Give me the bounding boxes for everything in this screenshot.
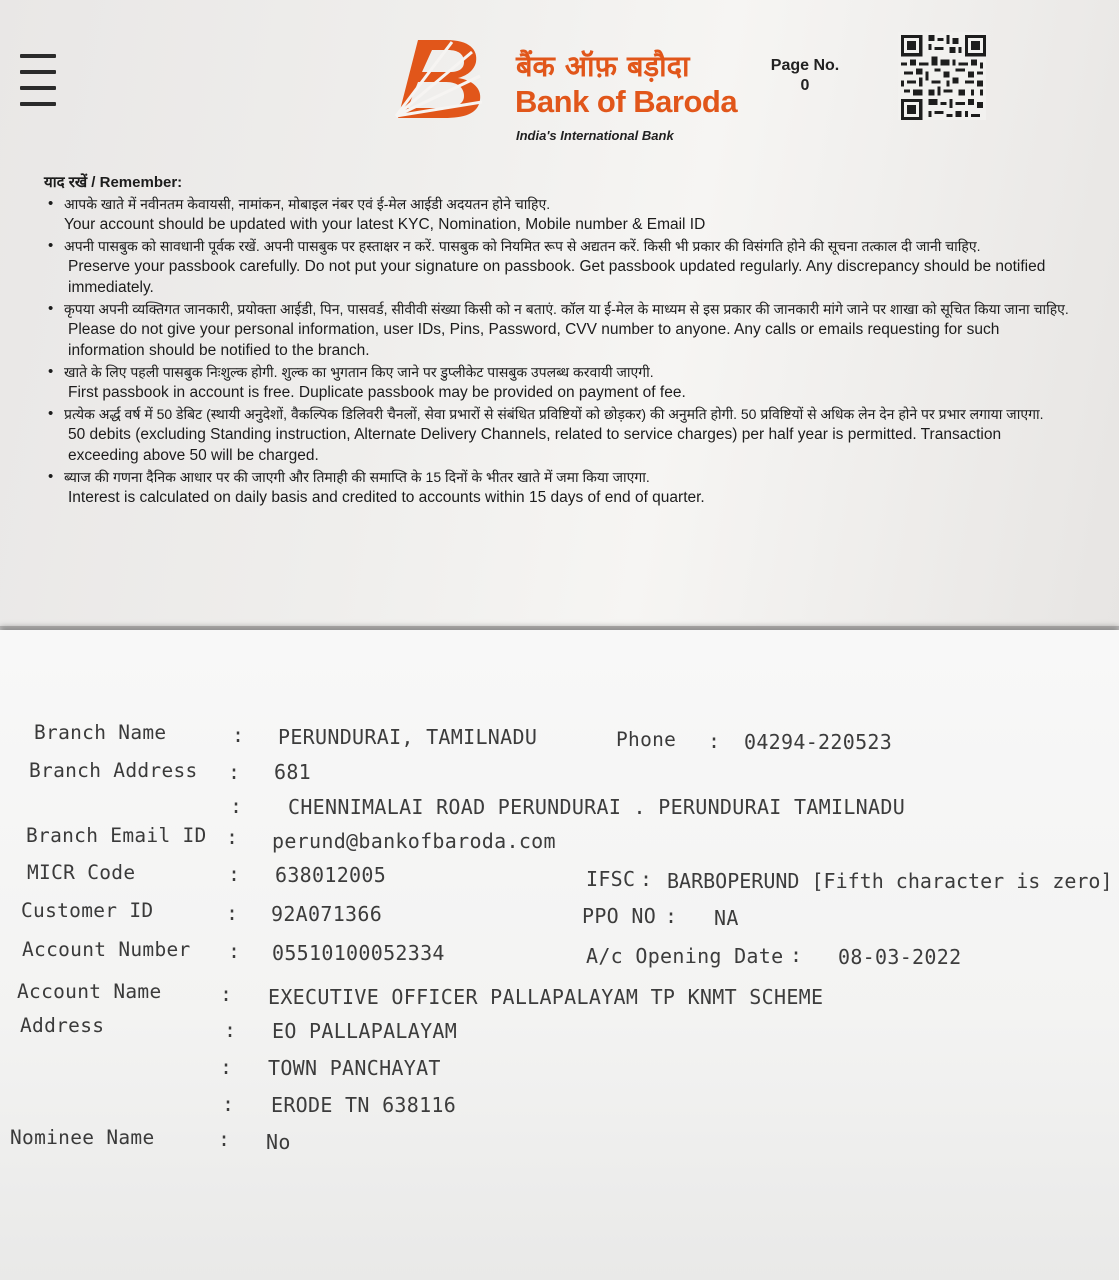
phone-label: Phone xyxy=(616,728,677,751)
branch-email-label: Branch Email ID xyxy=(26,824,207,847)
menu-icon[interactable] xyxy=(20,54,56,118)
ifsc-label: IFSC xyxy=(586,867,636,891)
colon: : xyxy=(228,760,241,784)
ppo-label: PPO NO xyxy=(582,904,657,928)
branch-address-label: Branch Address xyxy=(29,759,198,782)
remember-item: • ब्याज की गणना दैनिक आधार पर की जाएगी और तिमाही की समाप्ति के 15 दिनों के भीतर खाते में जमा किया जाएगा. Interest is calculated on daily basis and credited to accounts within 15 days of end of quarter. xyxy=(44,467,1074,508)
address-line1: EO PALLAPALAYAM xyxy=(272,1019,458,1043)
colon: : xyxy=(230,794,243,818)
colon: : xyxy=(790,943,803,967)
remember-item: • खाते के लिए पहली पासबुक निःशुल्क होगी. शुल्क का भुगतान किए जाने पर डुप्लीकेट पासबुक उपलब्ध करवायी जाएगी. First passbook in account is free. Duplicate passbook may be provided on payment of fee. xyxy=(44,362,1074,403)
branch-name-value: PERUNDURAI, TAMILNADU xyxy=(278,725,538,749)
colon: : xyxy=(228,939,241,963)
page-number-value: 0 xyxy=(800,77,810,94)
colon: : xyxy=(218,1127,231,1151)
colon: : xyxy=(220,982,233,1006)
address-label: Address xyxy=(20,1014,105,1037)
branch-name-label: Branch Name xyxy=(34,721,167,744)
colon: : xyxy=(222,1092,235,1116)
customer-id-value: 92A071366 xyxy=(271,902,383,926)
colon: : xyxy=(226,901,239,925)
remember-item-english: Your account should be updated with your latest KYC, Nomination, Mobile number & Email ID xyxy=(64,216,706,233)
phone-value: 04294-220523 xyxy=(744,730,893,754)
remember-item-hindi: अपनी पासबुक को सावधानी पूर्वक रखें. अपनी पासबुक पर हस्ताक्षर न करें. पासबुक को नियमित रूप से अद्यतन करें. किसी भी प्रकार की विसंगति होने की सूचना तत्काल दी जानी चाहिए. xyxy=(64,238,981,254)
account-name-label: Account Name xyxy=(17,980,162,1003)
account-number-value: 05510100052334 xyxy=(272,941,445,965)
page-number-label: Page No. xyxy=(770,57,840,74)
remember-item-hindi: ब्याज की गणना दैनिक आधार पर की जाएगी और तिमाही की समाप्ति के 15 दिनों के भीतर खाते में जमा किया जाएगा. xyxy=(64,469,650,485)
remember-item-hindi: खाते के लिए पहली पासबुक निःशुल्क होगी. शुल्क का भुगतान किए जाने पर डुप्लीकेट पासबुक उपलब्ध करवायी जाएगी. xyxy=(64,364,654,380)
ppo-value: NA xyxy=(714,906,739,930)
page-number xyxy=(764,56,846,96)
remember-item: • आपके खाते में नवीनतम केवायसी, नामांकन, मोबाइल नंबर एवं ई-मेल आईडी अदयतन होने चाहिए. Your account should be updated with your latest KYC, Nomination, Mobile number & Email ID xyxy=(44,194,1074,235)
passbook-info-section xyxy=(0,0,1119,636)
opening-date-value: 08-03-2022 xyxy=(838,945,962,969)
colon: : xyxy=(228,862,241,886)
colon: : xyxy=(640,867,653,891)
address-line2: TOWN PANCHAYAT xyxy=(268,1056,441,1080)
remember-item-english: 50 debits (excluding Standing instruction, Alternate Delivery Channels, related to service charges) per half year is permitted. Transaction exceeding above 50 will be charged. xyxy=(68,426,1002,464)
micr-label: MICR Code xyxy=(27,861,136,884)
remember-item-english: Preserve your passbook carefully. Do not put your signature on passbook. Get passbook updated regularly. Any discrepancy should be notified immediately. xyxy=(68,258,1046,296)
bank-of-baroda-logo xyxy=(392,38,488,120)
account-details-section xyxy=(0,630,1119,1280)
bank-name-hindi: बैंक ऑफ़ बड़ौदा xyxy=(516,49,690,83)
remember-item-hindi: आपके खाते में नवीनतम केवायसी, नामांकन, मोबाइल नंबर एवं ई-मेल आईडी अदयतन होने चाहिए. xyxy=(64,196,551,212)
qr-code-icon[interactable] xyxy=(898,32,986,120)
colon: : xyxy=(220,1055,233,1079)
nominee-label: Nominee Name xyxy=(10,1126,155,1149)
customer-id-label: Customer ID xyxy=(21,899,154,922)
branch-address-line1: 681 xyxy=(274,760,312,784)
remember-title: याद रखें / Remember: xyxy=(44,174,183,191)
colon: : xyxy=(232,723,245,747)
remember-item-hindi: प्रत्येक अर्द्ध वर्ष में 50 डेबिट (स्थायी अनुदेशों, वैकल्पिक डिलिवरी चैनलों, सेवा प्रभारों से संबंधित प्रविष्टियों को छोड़कर) की अनुमति होगी. 50 प्रविष्टियों से अधिक लेन देन होने पर प्रभार लगाया जाएगा. xyxy=(64,406,1044,422)
ifsc-value: BARBOPERUND [Fifth character is zero] xyxy=(667,869,1113,893)
branch-email-value: perund@bankofbaroda.com xyxy=(272,829,556,853)
colon: : xyxy=(224,1018,237,1042)
remember-item-english: First passbook in account is free. Duplicate passbook may be provided on payment of fee. xyxy=(68,384,686,401)
bank-name: Bank of Baroda xyxy=(515,84,738,119)
micr-value: 638012005 xyxy=(275,863,387,887)
remember-notes xyxy=(44,172,1074,508)
remember-item: • कृपया अपनी व्यक्तिगत जानकारी, प्रयोक्ता आईडी, पिन, पासवर्ड, सीवीवी संख्या किसी को न बताएं. कॉल या ई-मेल के माध्यम से इस प्रकार की जानकारी मांगे जाने पर शाखा को सूचित किया जाना चाहिए. Please do not give your personal information, user IDs, Pins, Password, CVV number to anyone. Any calls or emails requesting for such information should be notified to the branch. xyxy=(44,299,1074,361)
nominee-value: No xyxy=(266,1130,291,1154)
colon: : xyxy=(708,729,721,753)
branch-address-line2: CHENNIMALAI ROAD PERUNDURAI . PERUNDURAI TAMILNADU xyxy=(288,795,906,819)
bank-tagline: India's International Bank xyxy=(516,128,674,143)
remember-item-english: Interest is calculated on daily basis and credited to accounts within 15 days of end of quarter. xyxy=(68,489,705,506)
colon: : xyxy=(226,825,239,849)
account-name-value: EXECUTIVE OFFICER PALLAPALAYAM TP KNMT SCHEME xyxy=(268,985,824,1009)
remember-item: • अपनी पासबुक को सावधानी पूर्वक रखें. अपनी पासबुक पर हस्ताक्षर न करें. पासबुक को नियमित रूप से अद्यतन करें. किसी भी प्रकार की विसंगति होने की सूचना तत्काल दी जानी चाहिए. Preserve your passbook carefully. Do not put your signature on passbook. Get passbook updated regularly. Any discrepancy should be notified immediately. xyxy=(44,236,1074,298)
address-line3: ERODE TN 638116 xyxy=(271,1093,457,1117)
opening-date-label: A/c Opening Date xyxy=(586,944,784,968)
colon: : xyxy=(665,904,678,928)
remember-item-english: Please do not give your personal information, user IDs, Pins, Password, CVV number to anyone. Any calls or emails requesting for such information should be notified to the branch. xyxy=(68,321,1000,359)
remember-item-hindi: कृपया अपनी व्यक्तिगत जानकारी, प्रयोक्ता आईडी, पिन, पासवर्ड, सीवीवी संख्या किसी को न बताएं. कॉल या ई-मेल के माध्यम से इस प्रकार की जानकारी मांगे जाने पर शाखा को सूचित किया जाना चाहिए. xyxy=(64,301,1069,317)
account-number-label: Account Number xyxy=(22,938,191,961)
remember-item: • प्रत्येक अर्द्ध वर्ष में 50 डेबिट (स्थायी अनुदेशों, वैकल्पिक डिलिवरी चैनलों, सेवा प्रभारों से संबंधित प्रविष्टियों को छोड़कर) की अनुमति होगी. 50 प्रविष्टियों से अधिक लेन देन होने पर प्रभार लगाया जाएगा. 50 debits (excluding Standing instruction, Alternate Delivery Channels, related to service charges) per half year is permitted. Transaction exceeding above 50 will be charged. xyxy=(44,404,1074,466)
